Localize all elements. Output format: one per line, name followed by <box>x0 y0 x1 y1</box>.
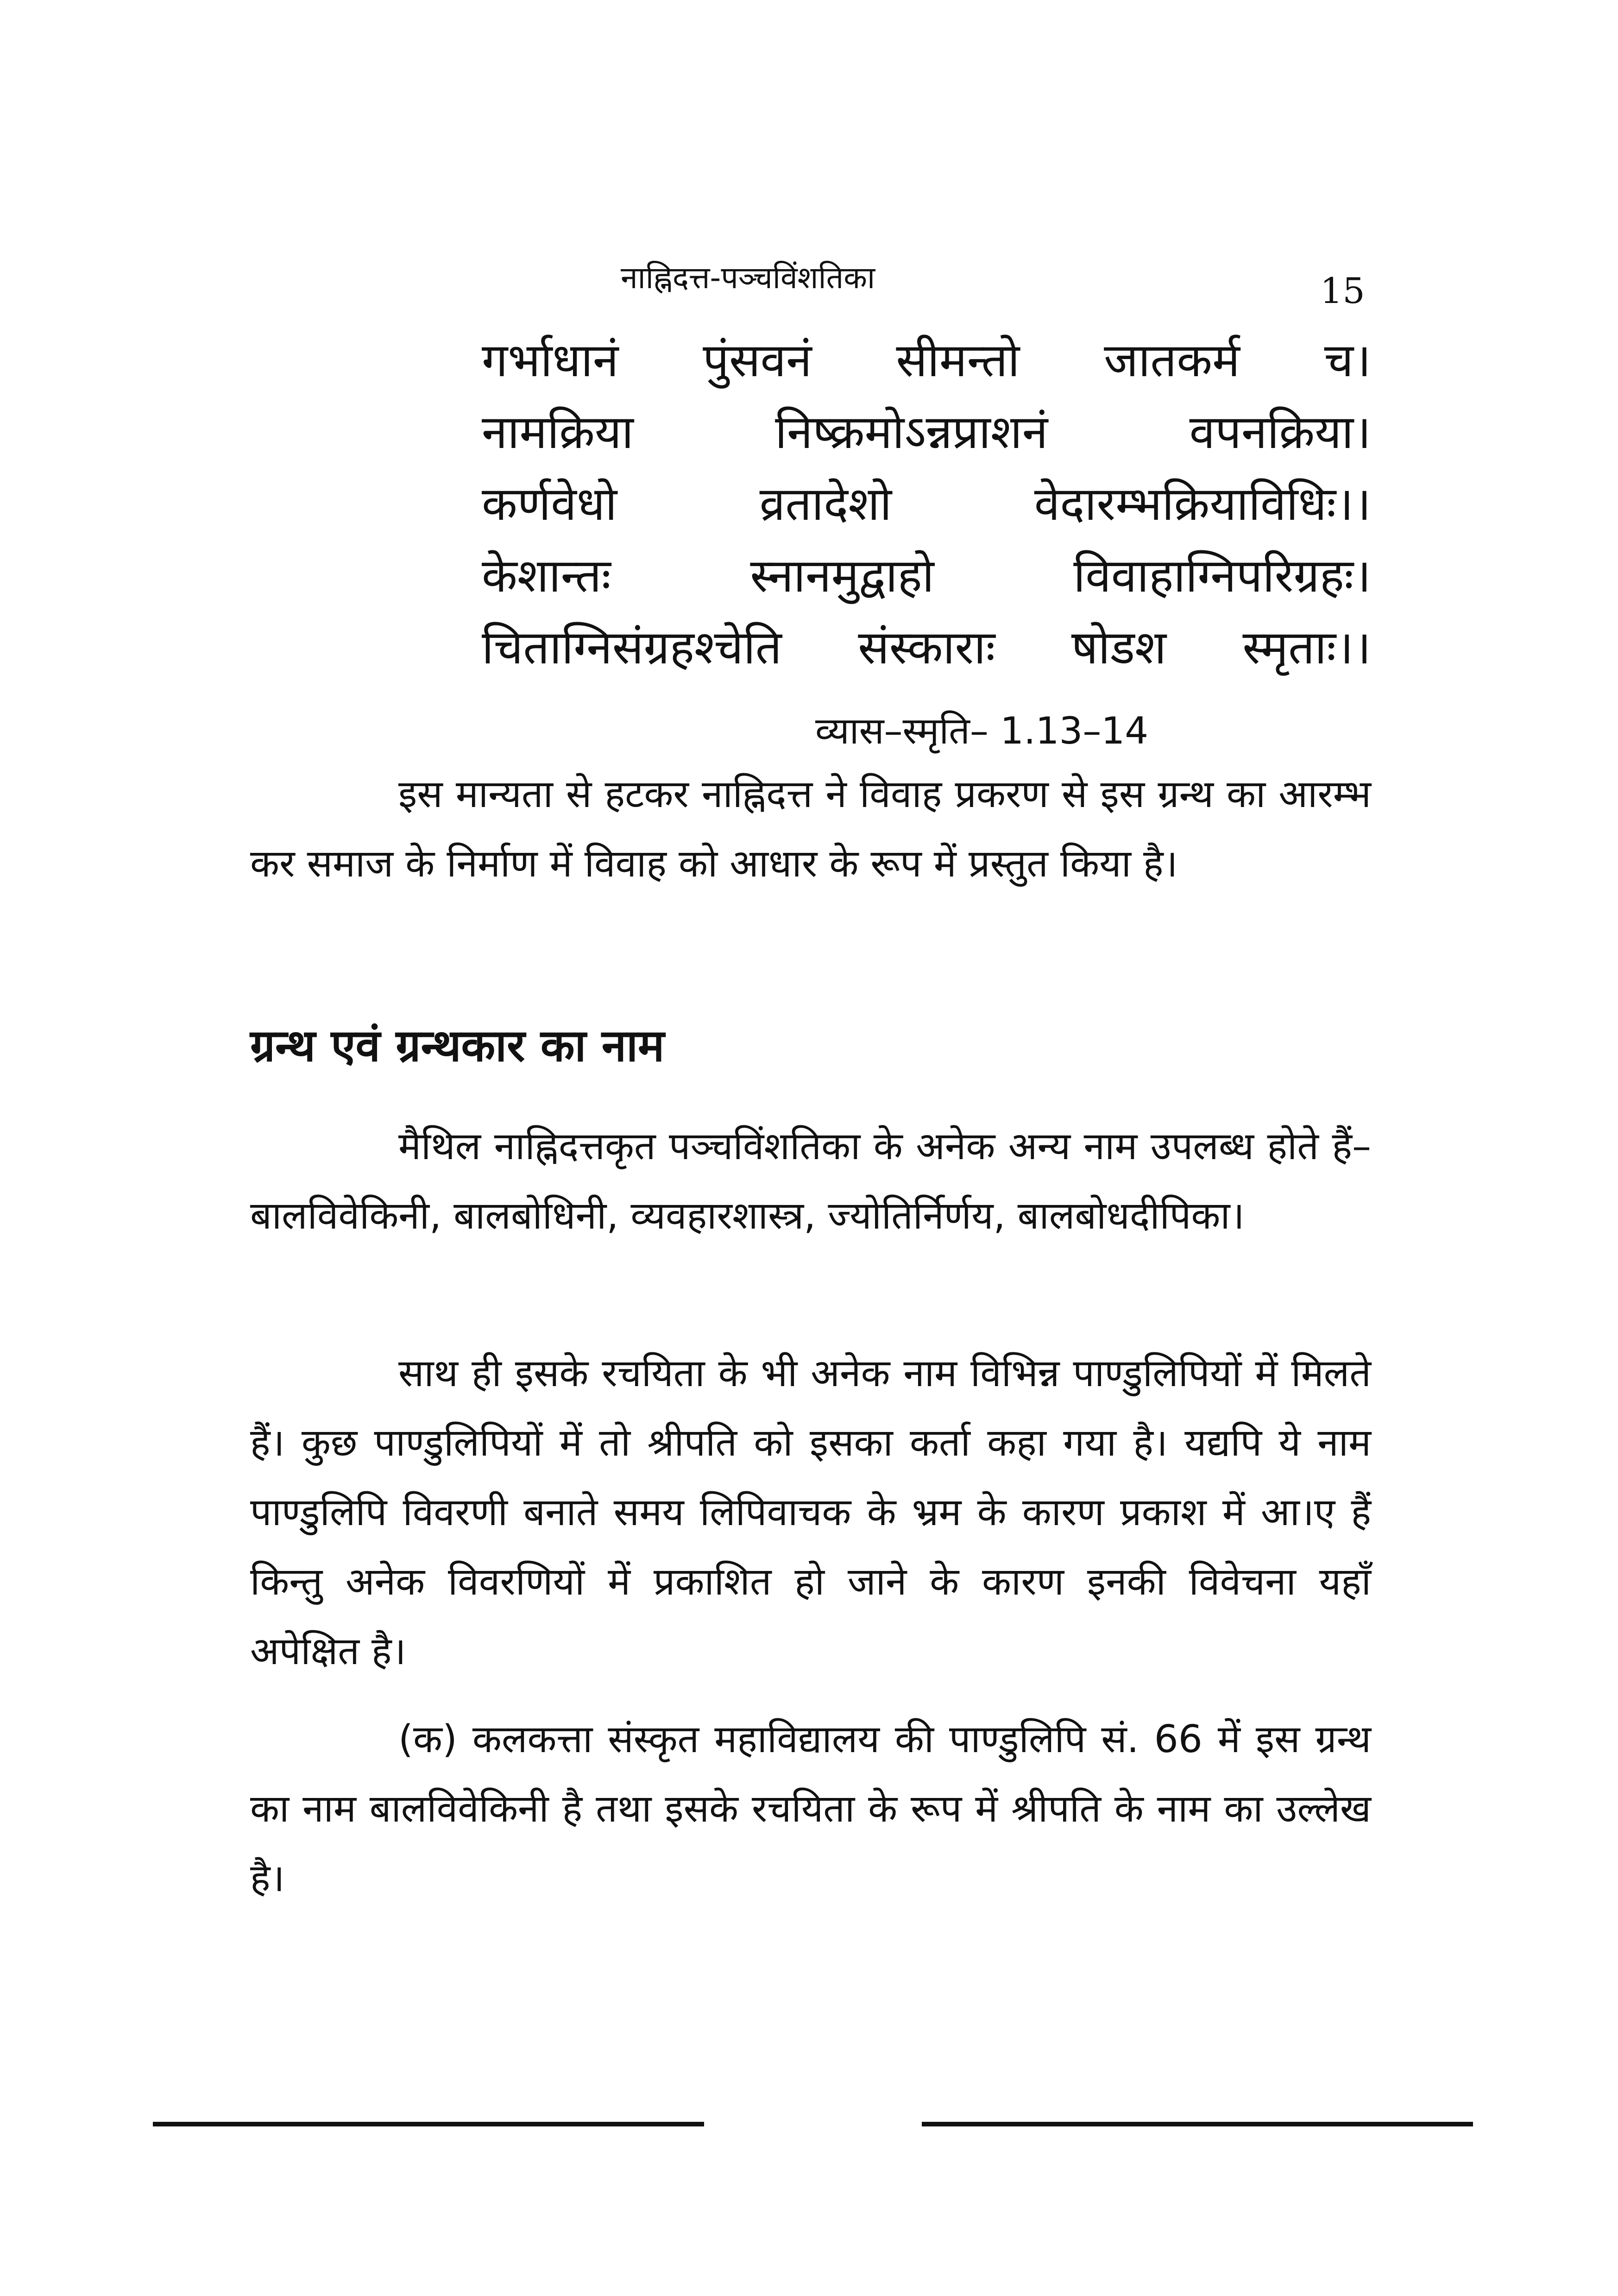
intro-paragraph-block <box>250 760 1371 899</box>
section-heading: ग्रन्थ एवं ग्रन्थकार का नाम <box>250 1020 665 1072</box>
section-paragraph: मैथिल नाह्निदत्तकृत पञ्चविंशतिका के अनेक अन्य नाम उपलब्ध होते हैं– बालविवेकिनी, बालबोधिनी, व्यवहारशास्त्र, ज्योतिर्निर्णय, बालबोधदीपिका। <box>250 1124 1371 1238</box>
verse-line: गर्भाधानं पुंसवनं सीमन्तो जातकर्म च। <box>482 333 1371 387</box>
verse-source-citation: व्यास–स्मृति– 1.13–14 <box>815 709 1149 752</box>
verse-block <box>482 324 1371 683</box>
verse-line: चिताग्निसंग्रहश्चेति संस्काराः षोडश स्मृताः।। <box>482 620 1371 675</box>
footnote-divider-left <box>153 2122 704 2126</box>
intro-paragraph: इस मान्यता से हटकर नाह्निदत्त ने विवाह प्रकरण से इस ग्रन्थ का आरम्भ कर समाज के निर्माण में विवाह को आधार के रूप में प्रस्तुत किया है। <box>250 772 1371 886</box>
verse-line: नामक्रिया निष्क्रमोऽन्नप्राशनं वपनक्रिया। <box>482 405 1371 459</box>
footnote-divider-right <box>922 2122 1473 2126</box>
section-paragraph-block <box>250 1705 1371 1913</box>
section-paragraph: साथ ही इसके रचयिता के भी अनेक नाम विभिन्न पाण्डुलिपियों में मिलते हैं। कुछ पाण्डुलिपियों में तो श्रीपति को इसका कर्ता कहा गया है। यद्यपि ये नाम पाण्डुलिपि विवरणी बनाते समय लिपिवाचक के भ्रम के कारण प्रकाश में आ।ए हैं किन्तु अनेक विवरणियों में प्रकाशित हो जाने के कारण इनकी विवेचना यहाँ अपेक्षित है। <box>250 1351 1371 1673</box>
page-number: 15 <box>1320 270 1365 311</box>
verse-line: केशान्तः स्नानमुद्वाहो विवाहाग्निपरिग्रहः। <box>482 549 1371 603</box>
running-header: नाह्निदत्त-पञ्चविंशतिका <box>621 260 875 296</box>
section-paragraph-block <box>250 1112 1371 1251</box>
section-paragraph: (क) कलकत्ता संस्कृत महाविद्यालय की पाण्डुलिपि सं. 66 में इस ग्रन्थ का नाम बालविवेकिनी है तथा इसके रचयिता के रूप में श्रीपति के नाम का उल्लेख है। <box>250 1717 1372 1900</box>
section-paragraph-block <box>250 1339 1371 1686</box>
verse-line: कर्णवेधो व्रतादेशो वेदारम्भक्रियाविधिः।। <box>482 477 1371 531</box>
